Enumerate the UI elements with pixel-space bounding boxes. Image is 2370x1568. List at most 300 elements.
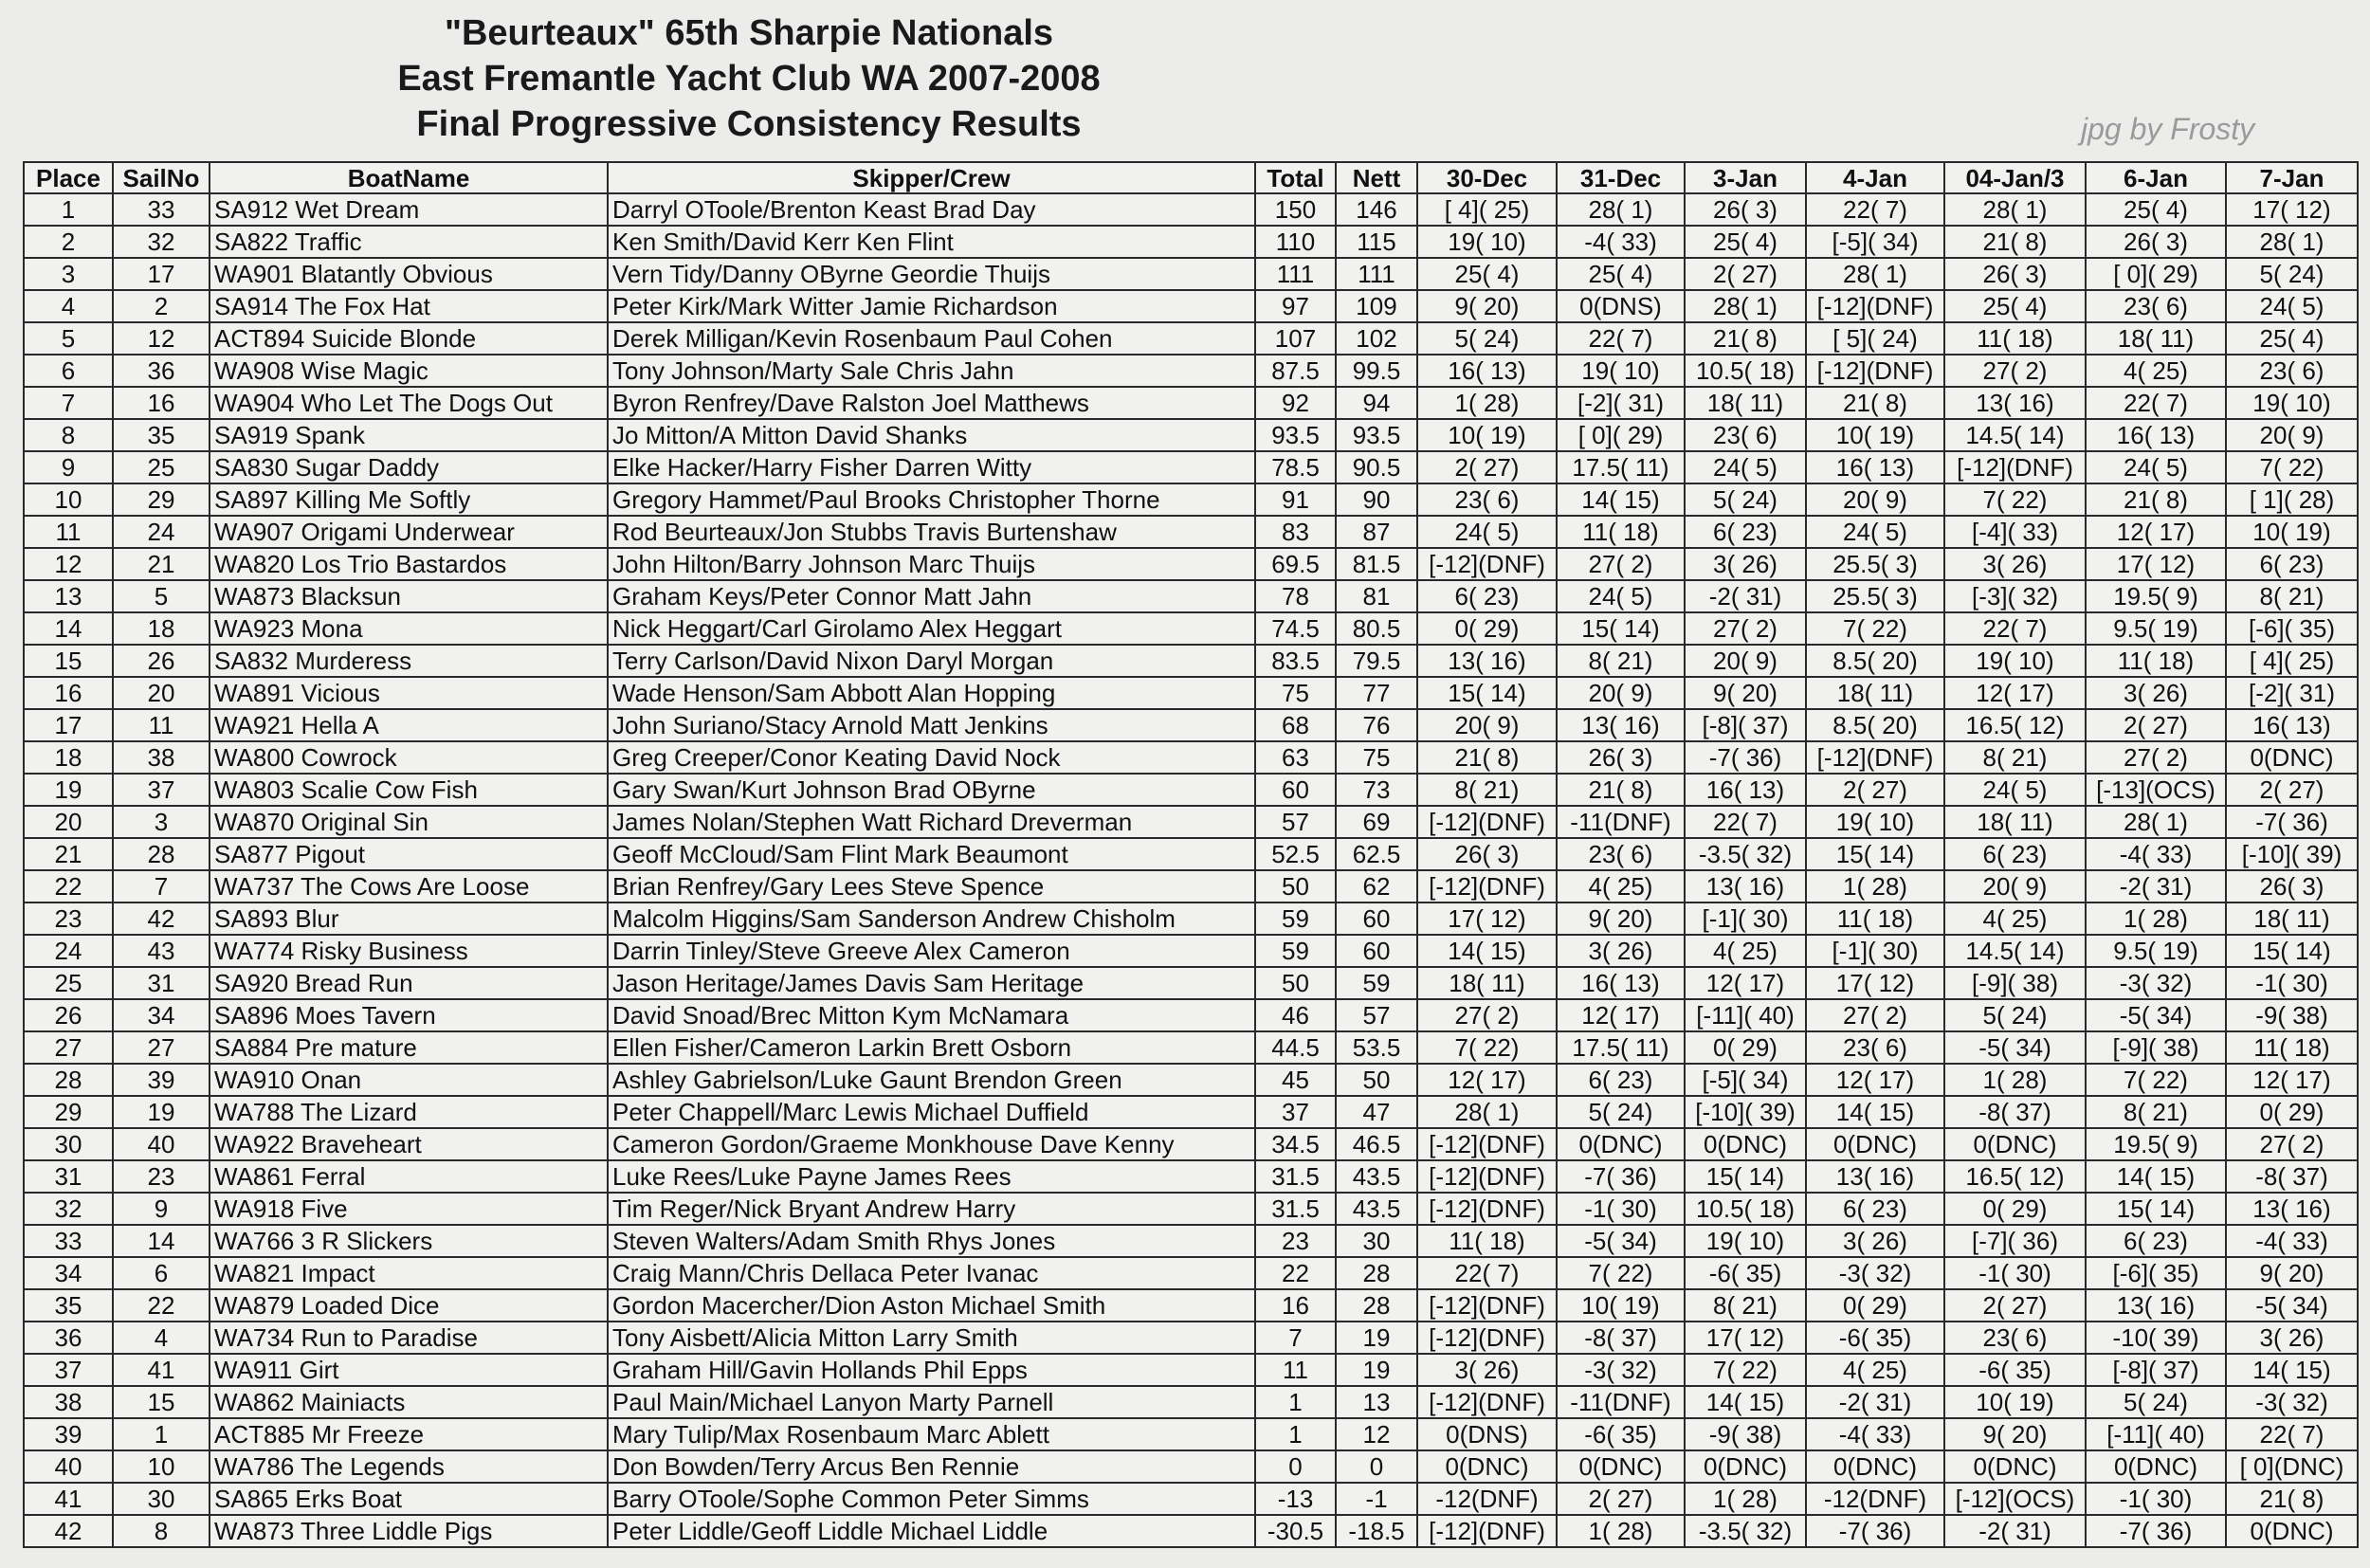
race-7-jan-cell: [-10]( 39) (2226, 838, 2358, 870)
race-7-jan-cell: -9( 38) (2226, 999, 2358, 1031)
nett-cell: 90.5 (1336, 451, 1417, 483)
race-3-jan-cell: 0( 29) (1685, 1031, 1806, 1064)
nett-cell: 47 (1336, 1096, 1417, 1128)
table-row (24, 806, 2358, 838)
table-row (24, 1515, 2358, 1547)
race-04-jan-3-cell: 7( 22) (1944, 483, 2086, 516)
race-7-jan-cell: 19( 10) (2226, 387, 2358, 419)
sailno-cell: 4 (113, 1322, 210, 1354)
race-3-jan-cell: 26( 3) (1685, 193, 1806, 226)
sailno-cell: 27 (113, 1031, 210, 1064)
race-4-jan-cell: 25.5( 3) (1806, 580, 1944, 612)
table-row (24, 1031, 2358, 1064)
sailno-cell: 29 (113, 483, 210, 516)
place-cell: 29 (24, 1096, 113, 1128)
table-row (24, 516, 2358, 548)
total-cell: 0 (1255, 1450, 1336, 1483)
sailno-cell: 30 (113, 1483, 210, 1515)
skipper-cell: Jason Heritage/James Davis Sam Heritage (608, 967, 1255, 999)
race-04-jan-3-cell: -8( 37) (1944, 1096, 2086, 1128)
race-30-dec-cell: [-12](DNF) (1417, 548, 1557, 580)
nett-cell: 50 (1336, 1064, 1417, 1096)
table-row (24, 741, 2358, 774)
skipper-cell: Luke Rees/Luke Payne James Rees (608, 1160, 1255, 1193)
sailno-cell: 11 (113, 709, 210, 741)
race-3-jan-cell: [-8]( 37) (1685, 709, 1806, 741)
table-row (24, 1225, 2358, 1257)
race-31-dec-cell: -11(DNF) (1557, 1386, 1685, 1418)
boatname-cell: WA918 Five (210, 1193, 608, 1225)
total-cell: 16 (1255, 1289, 1336, 1322)
race-4-jan-cell: -6( 35) (1806, 1322, 1944, 1354)
sailno-cell: 17 (113, 258, 210, 290)
sailno-cell: 32 (113, 226, 210, 258)
race-6-jan-cell: -10( 39) (2086, 1322, 2226, 1354)
nett-cell: 111 (1336, 258, 1417, 290)
race-4-jan-cell: 17( 12) (1806, 967, 1944, 999)
table-row (24, 387, 2358, 419)
col-header-30-dec: 30-Dec (1417, 162, 1557, 193)
table-row (24, 1418, 2358, 1450)
race-04-jan-3-cell: 20( 9) (1944, 870, 2086, 903)
race-7-jan-cell: -8( 37) (2226, 1160, 2358, 1193)
race-7-jan-cell: 16( 13) (2226, 709, 2358, 741)
race-31-dec-cell: 21( 8) (1557, 774, 1685, 806)
place-cell: 42 (24, 1515, 113, 1547)
race-31-dec-cell: [ 0]( 29) (1557, 419, 1685, 451)
table-row (24, 1160, 2358, 1193)
race-30-dec-cell: [-12](DNF) (1417, 1515, 1557, 1547)
boatname-cell: WA766 3 R Slickers (210, 1225, 608, 1257)
race-4-jan-cell: 0(DNC) (1806, 1450, 1944, 1483)
race-04-jan-3-cell: 21( 8) (1944, 226, 2086, 258)
table-row (24, 1386, 2358, 1418)
col-header-place: Place (24, 162, 113, 193)
total-cell: 50 (1255, 870, 1336, 903)
race-31-dec-cell: [-2]( 31) (1557, 387, 1685, 419)
sailno-cell: 20 (113, 677, 210, 709)
race-04-jan-3-cell: 5( 24) (1944, 999, 2086, 1031)
race-6-jan-cell: 11( 18) (2086, 645, 2226, 677)
race-7-jan-cell: 15( 14) (2226, 935, 2358, 967)
race-30-dec-cell: 5( 24) (1417, 322, 1557, 355)
table-row (24, 967, 2358, 999)
race-7-jan-cell: [-6]( 35) (2226, 612, 2358, 645)
race-7-jan-cell: 23( 6) (2226, 355, 2358, 387)
place-cell: 5 (24, 322, 113, 355)
skipper-cell: Malcolm Higgins/Sam Sanderson Andrew Chisholm (608, 903, 1255, 935)
race-4-jan-cell: 10( 19) (1806, 419, 1944, 451)
boatname-cell: WA908 Wise Magic (210, 355, 608, 387)
race-7-jan-cell: 0(DNC) (2226, 741, 2358, 774)
race-30-dec-cell: 14( 15) (1417, 935, 1557, 967)
place-cell: 19 (24, 774, 113, 806)
total-cell: 46 (1255, 999, 1336, 1031)
boatname-cell: WA879 Loaded Dice (210, 1289, 608, 1322)
race-4-jan-cell: 24( 5) (1806, 516, 1944, 548)
race-04-jan-3-cell: 3( 26) (1944, 548, 2086, 580)
race-3-jan-cell: 15( 14) (1685, 1160, 1806, 1193)
race-31-dec-cell: 3( 26) (1557, 935, 1685, 967)
total-cell: 92 (1255, 387, 1336, 419)
race-30-dec-cell: 17( 12) (1417, 903, 1557, 935)
nett-cell: 60 (1336, 903, 1417, 935)
race-3-jan-cell: 14( 15) (1685, 1386, 1806, 1418)
race-04-jan-3-cell: -2( 31) (1944, 1515, 2086, 1547)
place-cell: 31 (24, 1160, 113, 1193)
race-31-dec-cell: 4( 25) (1557, 870, 1685, 903)
sailno-cell: 9 (113, 1193, 210, 1225)
race-30-dec-cell: 20( 9) (1417, 709, 1557, 741)
race-3-jan-cell: 22( 7) (1685, 806, 1806, 838)
race-31-dec-cell: 8( 21) (1557, 645, 1685, 677)
race-7-jan-cell: 3( 26) (2226, 1322, 2358, 1354)
race-3-jan-cell: 10.5( 18) (1685, 1193, 1806, 1225)
race-4-jan-cell: 16( 13) (1806, 451, 1944, 483)
place-cell: 27 (24, 1031, 113, 1064)
race-6-jan-cell: -2( 31) (2086, 870, 2226, 903)
sailno-cell: 34 (113, 999, 210, 1031)
nett-cell: 30 (1336, 1225, 1417, 1257)
race-6-jan-cell: [-11]( 40) (2086, 1418, 2226, 1450)
table-row (24, 193, 2358, 226)
race-31-dec-cell: -7( 36) (1557, 1160, 1685, 1193)
total-cell: 44.5 (1255, 1031, 1336, 1064)
boatname-cell: SA877 Pigout (210, 838, 608, 870)
race-6-jan-cell: 16( 13) (2086, 419, 2226, 451)
boatname-cell: WA904 Who Let The Dogs Out (210, 387, 608, 419)
race-04-jan-3-cell: 16.5( 12) (1944, 709, 2086, 741)
nett-cell: 79.5 (1336, 645, 1417, 677)
nett-cell: 12 (1336, 1418, 1417, 1450)
sailno-cell: 2 (113, 290, 210, 322)
nett-cell: 109 (1336, 290, 1417, 322)
race-30-dec-cell: [-12](DNF) (1417, 1386, 1557, 1418)
race-7-jan-cell: 17( 12) (2226, 193, 2358, 226)
race-7-jan-cell: 13( 16) (2226, 1193, 2358, 1225)
table-row (24, 483, 2358, 516)
boatname-cell: WA788 The Lizard (210, 1096, 608, 1128)
table-row (24, 1128, 2358, 1160)
race-3-jan-cell: 18( 11) (1685, 387, 1806, 419)
race-4-jan-cell: [-12](DNF) (1806, 741, 1944, 774)
race-04-jan-3-cell: 28( 1) (1944, 193, 2086, 226)
race-6-jan-cell: 17( 12) (2086, 548, 2226, 580)
race-04-jan-3-cell: 14.5( 14) (1944, 419, 2086, 451)
total-cell: 1 (1255, 1386, 1336, 1418)
race-04-jan-3-cell: 0( 29) (1944, 1193, 2086, 1225)
race-3-jan-cell: 4( 25) (1685, 935, 1806, 967)
table-row (24, 1354, 2358, 1386)
race-30-dec-cell: [-12](DNF) (1417, 870, 1557, 903)
race-6-jan-cell: 9.5( 19) (2086, 935, 2226, 967)
race-4-jan-cell: 28( 1) (1806, 258, 1944, 290)
col-header-sailno: SailNo (113, 162, 210, 193)
race-31-dec-cell: 20( 9) (1557, 677, 1685, 709)
race-7-jan-cell: 12( 17) (2226, 1064, 2358, 1096)
race-04-jan-3-cell: 26( 3) (1944, 258, 2086, 290)
total-cell: 97 (1255, 290, 1336, 322)
race-3-jan-cell: [-10]( 39) (1685, 1096, 1806, 1128)
skipper-cell: Nick Heggart/Carl Girolamo Alex Heggart (608, 612, 1255, 645)
race-4-jan-cell: -7( 36) (1806, 1515, 1944, 1547)
place-cell: 21 (24, 838, 113, 870)
race-30-dec-cell: 0(DNC) (1417, 1450, 1557, 1483)
nett-cell: 69 (1336, 806, 1417, 838)
sailno-cell: 18 (113, 612, 210, 645)
race-4-jan-cell: 14( 15) (1806, 1096, 1944, 1128)
race-7-jan-cell: 6( 23) (2226, 548, 2358, 580)
boatname-cell: WA737 The Cows Are Loose (210, 870, 608, 903)
race-4-jan-cell: [-12](DNF) (1806, 355, 1944, 387)
table-row (24, 1483, 2358, 1515)
race-31-dec-cell: 16( 13) (1557, 967, 1685, 999)
total-cell: 74.5 (1255, 612, 1336, 645)
sailno-cell: 42 (113, 903, 210, 935)
race-30-dec-cell: 9( 20) (1417, 290, 1557, 322)
results-title: Final Progressive Consistency Results (416, 104, 1082, 144)
nett-cell: 115 (1336, 226, 1417, 258)
race-30-dec-cell: 18( 11) (1417, 967, 1557, 999)
race-04-jan-3-cell: 8( 21) (1944, 741, 2086, 774)
race-6-jan-cell: 21( 8) (2086, 483, 2226, 516)
table-row (24, 838, 2358, 870)
race-6-jan-cell: 1( 28) (2086, 903, 2226, 935)
race-3-jan-cell: 12( 17) (1685, 967, 1806, 999)
race-6-jan-cell: -7( 36) (2086, 1515, 2226, 1547)
race-30-dec-cell: 26( 3) (1417, 838, 1557, 870)
table-row (24, 1450, 2358, 1483)
place-cell: 6 (24, 355, 113, 387)
place-cell: 14 (24, 612, 113, 645)
race-7-jan-cell: 20( 9) (2226, 419, 2358, 451)
results-body (24, 193, 2358, 1547)
place-cell: 40 (24, 1450, 113, 1483)
race-6-jan-cell: 4( 25) (2086, 355, 2226, 387)
race-04-jan-3-cell: [-12](OCS) (1944, 1483, 2086, 1515)
race-6-jan-cell: 0(DNC) (2086, 1450, 2226, 1483)
total-cell: 31.5 (1255, 1193, 1336, 1225)
skipper-cell: Gregory Hammet/Paul Brooks Christopher Thorne (608, 483, 1255, 516)
race-30-dec-cell: 0( 29) (1417, 612, 1557, 645)
race-3-jan-cell: 20( 9) (1685, 645, 1806, 677)
race-3-jan-cell: [-5]( 34) (1685, 1064, 1806, 1096)
race-31-dec-cell: 6( 23) (1557, 1064, 1685, 1096)
sailno-cell: 41 (113, 1354, 210, 1386)
skipper-cell: Ellen Fisher/Cameron Larkin Brett Osborn (608, 1031, 1255, 1064)
place-cell: 33 (24, 1225, 113, 1257)
race-31-dec-cell: 26( 3) (1557, 741, 1685, 774)
boatname-cell: WA774 Risky Business (210, 935, 608, 967)
race-6-jan-cell: [ 0]( 29) (2086, 258, 2226, 290)
race-4-jan-cell: 11( 18) (1806, 903, 1944, 935)
skipper-cell: Brian Renfrey/Gary Lees Steve Spence (608, 870, 1255, 903)
race-31-dec-cell: 1( 28) (1557, 1515, 1685, 1547)
race-7-jan-cell: -7( 36) (2226, 806, 2358, 838)
race-30-dec-cell: [-12](DNF) (1417, 1193, 1557, 1225)
total-cell: 59 (1255, 903, 1336, 935)
place-cell: 32 (24, 1193, 113, 1225)
boatname-cell: WA821 Impact (210, 1257, 608, 1289)
skipper-cell: Steven Walters/Adam Smith Rhys Jones (608, 1225, 1255, 1257)
race-4-jan-cell: [-1]( 30) (1806, 935, 1944, 967)
skipper-cell: Graham Hill/Gavin Hollands Phil Epps (608, 1354, 1255, 1386)
race-7-jan-cell: 2( 27) (2226, 774, 2358, 806)
race-7-jan-cell: 24( 5) (2226, 290, 2358, 322)
col-header-6-jan: 6-Jan (2086, 162, 2226, 193)
total-cell: -30.5 (1255, 1515, 1336, 1547)
race-6-jan-cell: 8( 21) (2086, 1096, 2226, 1128)
race-30-dec-cell: -12(DNF) (1417, 1483, 1557, 1515)
place-cell: 22 (24, 870, 113, 903)
race-31-dec-cell: 15( 14) (1557, 612, 1685, 645)
boatname-cell: WA873 Three Liddle Pigs (210, 1515, 608, 1547)
place-cell: 10 (24, 483, 113, 516)
skipper-cell: Darrin Tinley/Steve Greeve Alex Cameron (608, 935, 1255, 967)
race-7-jan-cell: 0(DNC) (2226, 1515, 2358, 1547)
nett-cell: 60 (1336, 935, 1417, 967)
race-4-jan-cell: 8.5( 20) (1806, 645, 1944, 677)
place-cell: 30 (24, 1128, 113, 1160)
table-row (24, 870, 2358, 903)
race-7-jan-cell: 5( 24) (2226, 258, 2358, 290)
race-04-jan-3-cell: [-4]( 33) (1944, 516, 2086, 548)
race-30-dec-cell: [-12](DNF) (1417, 1128, 1557, 1160)
sailno-cell: 16 (113, 387, 210, 419)
boatname-cell: WA862 Mainiacts (210, 1386, 608, 1418)
race-4-jan-cell: 4( 25) (1806, 1354, 1944, 1386)
race-31-dec-cell: 0(DNC) (1557, 1128, 1685, 1160)
race-30-dec-cell: 16( 13) (1417, 355, 1557, 387)
boatname-cell: WA861 Ferral (210, 1160, 608, 1193)
boatname-cell: WA910 Onan (210, 1064, 608, 1096)
race-30-dec-cell: [-12](DNF) (1417, 806, 1557, 838)
race-04-jan-3-cell: 24( 5) (1944, 774, 2086, 806)
race-30-dec-cell: 3( 26) (1417, 1354, 1557, 1386)
race-30-dec-cell: 21( 8) (1417, 741, 1557, 774)
nett-cell: 43.5 (1336, 1160, 1417, 1193)
race-30-dec-cell: [-12](DNF) (1417, 1322, 1557, 1354)
race-4-jan-cell: 27( 2) (1806, 999, 1944, 1031)
sailno-cell: 25 (113, 451, 210, 483)
race-3-jan-cell: 2( 27) (1685, 258, 1806, 290)
race-7-jan-cell: -5( 34) (2226, 1289, 2358, 1322)
total-cell: 7 (1255, 1322, 1336, 1354)
skipper-cell: Cameron Gordon/Graeme Monkhouse Dave Kenny (608, 1128, 1255, 1160)
nett-cell: 76 (1336, 709, 1417, 741)
total-cell: 69.5 (1255, 548, 1336, 580)
sailno-cell: 31 (113, 967, 210, 999)
race-3-jan-cell: -2( 31) (1685, 580, 1806, 612)
race-6-jan-cell: 6( 23) (2086, 1225, 2226, 1257)
col-header-04-jan-3: 04-Jan/3 (1944, 162, 2086, 193)
race-7-jan-cell: [ 4]( 25) (2226, 645, 2358, 677)
skipper-cell: Don Bowden/Terry Arcus Ben Rennie (608, 1450, 1255, 1483)
race-4-jan-cell: -12(DNF) (1806, 1483, 1944, 1515)
place-cell: 1 (24, 193, 113, 226)
total-cell: 68 (1255, 709, 1336, 741)
race-6-jan-cell: 14( 15) (2086, 1160, 2226, 1193)
race-31-dec-cell: 13( 16) (1557, 709, 1685, 741)
table-row (24, 1193, 2358, 1225)
nett-cell: 53.5 (1336, 1031, 1417, 1064)
nett-cell: 75 (1336, 741, 1417, 774)
race-4-jan-cell: 2( 27) (1806, 774, 1944, 806)
place-cell: 28 (24, 1064, 113, 1096)
sailno-cell: 23 (113, 1160, 210, 1193)
race-7-jan-cell: 22( 7) (2226, 1418, 2358, 1450)
race-31-dec-cell: 24( 5) (1557, 580, 1685, 612)
nett-cell: 77 (1336, 677, 1417, 709)
nett-cell: 99.5 (1336, 355, 1417, 387)
boatname-cell: SA919 Spank (210, 419, 608, 451)
nett-cell: 62.5 (1336, 838, 1417, 870)
race-6-jan-cell: [-6]( 35) (2086, 1257, 2226, 1289)
race-4-jan-cell: 22( 7) (1806, 193, 1944, 226)
table-row (24, 1096, 2358, 1128)
results-table (23, 161, 2359, 1548)
boatname-cell: WA873 Blacksun (210, 580, 608, 612)
race-04-jan-3-cell: -1( 30) (1944, 1257, 2086, 1289)
place-cell: 11 (24, 516, 113, 548)
skipper-cell: Peter Chappell/Marc Lewis Michael Duffield (608, 1096, 1255, 1128)
place-cell: 39 (24, 1418, 113, 1450)
race-4-jan-cell: 7( 22) (1806, 612, 1944, 645)
race-3-jan-cell: 25( 4) (1685, 226, 1806, 258)
race-04-jan-3-cell: 4( 25) (1944, 903, 2086, 935)
skipper-cell: Craig Mann/Chris Dellaca Peter Ivanac (608, 1257, 1255, 1289)
race-04-jan-3-cell: [-7]( 36) (1944, 1225, 2086, 1257)
race-3-jan-cell: 9( 20) (1685, 677, 1806, 709)
race-04-jan-3-cell: 22( 7) (1944, 612, 2086, 645)
skipper-cell: Elke Hacker/Harry Fisher Darren Witty (608, 451, 1255, 483)
race-4-jan-cell: 15( 14) (1806, 838, 1944, 870)
race-30-dec-cell: 22( 7) (1417, 1257, 1557, 1289)
total-cell: 60 (1255, 774, 1336, 806)
skipper-cell: Darryl OToole/Brenton Keast Brad Day (608, 193, 1255, 226)
photo-credit: jpg by Frosty (2081, 112, 2255, 146)
race-30-dec-cell: 2( 27) (1417, 451, 1557, 483)
nett-cell: 146 (1336, 193, 1417, 226)
boatname-cell: WA786 The Legends (210, 1450, 608, 1483)
race-7-jan-cell: [ 0](DNC) (2226, 1450, 2358, 1483)
race-6-jan-cell: 19.5( 9) (2086, 1128, 2226, 1160)
race-3-jan-cell: -3.5( 32) (1685, 1515, 1806, 1547)
skipper-cell: Geoff McCloud/Sam Flint Mark Beaumont (608, 838, 1255, 870)
skipper-cell: John Suriano/Stacy Arnold Matt Jenkins (608, 709, 1255, 741)
race-3-jan-cell: 28( 1) (1685, 290, 1806, 322)
race-7-jan-cell: 8( 21) (2226, 580, 2358, 612)
race-4-jan-cell: 3( 26) (1806, 1225, 1944, 1257)
place-cell: 24 (24, 935, 113, 967)
race-31-dec-cell: 7( 22) (1557, 1257, 1685, 1289)
skipper-cell: Greg Creeper/Conor Keating David Nock (608, 741, 1255, 774)
table-row (24, 677, 2358, 709)
skipper-cell: Peter Kirk/Mark Witter Jamie Richardson (608, 290, 1255, 322)
table-row (24, 1322, 2358, 1354)
race-6-jan-cell: 22( 7) (2086, 387, 2226, 419)
sailno-cell: 39 (113, 1064, 210, 1096)
skipper-cell: Wade Henson/Sam Abbott Alan Hopping (608, 677, 1255, 709)
race-3-jan-cell: 27( 2) (1685, 612, 1806, 645)
table-row (24, 451, 2358, 483)
total-cell: 107 (1255, 322, 1336, 355)
race-31-dec-cell: 23( 6) (1557, 838, 1685, 870)
nett-cell: 102 (1336, 322, 1417, 355)
race-4-jan-cell: 20( 9) (1806, 483, 1944, 516)
race-31-dec-cell: 25( 4) (1557, 258, 1685, 290)
place-cell: 13 (24, 580, 113, 612)
